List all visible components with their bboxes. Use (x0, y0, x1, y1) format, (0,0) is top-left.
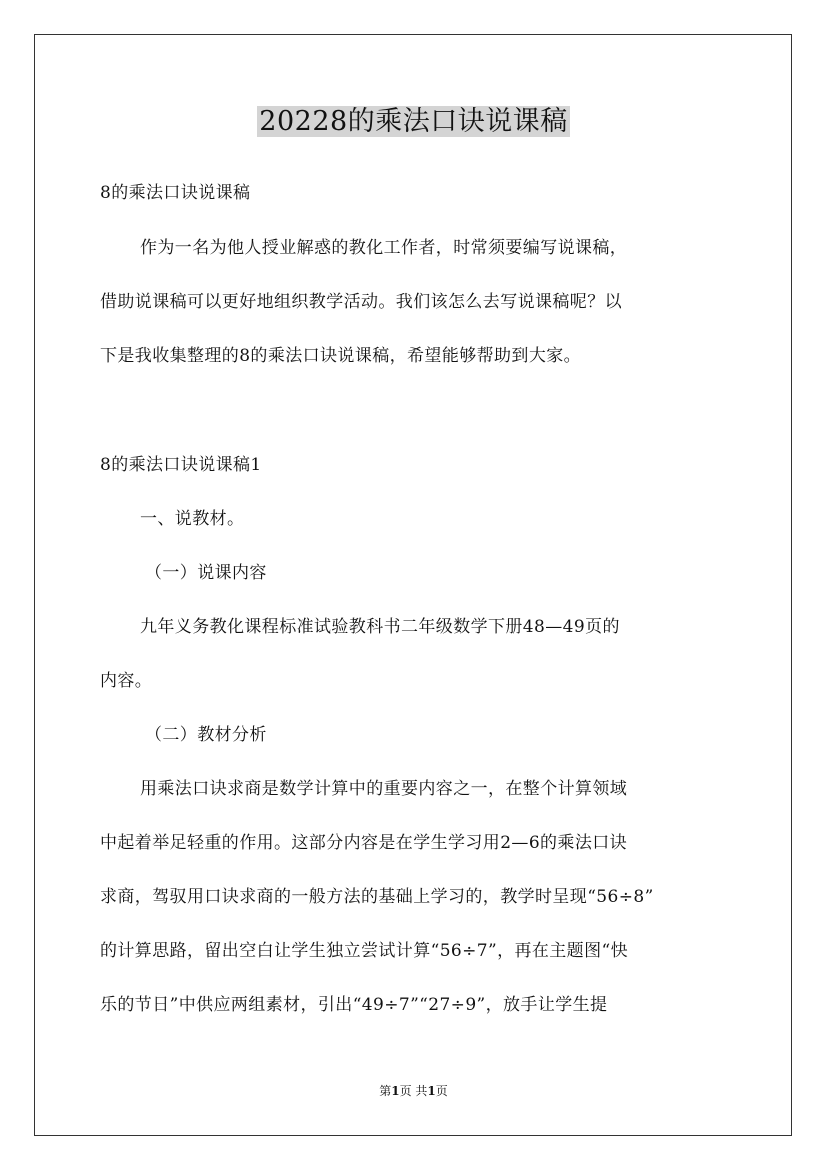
paragraph-line: 借助说课稿可以更好地组织教学活动。我们该怎么去写说课稿呢？以 (100, 292, 622, 312)
paragraph-line: 中起着举足轻重的作用。这部分内容是在学生学习用2—6的乘法口诀 (100, 833, 628, 853)
footer-suffix: 页 (435, 1084, 448, 1098)
footer-page-total: 1 (427, 1084, 436, 1098)
footer-page-number: 1 (391, 1084, 400, 1098)
document-title (0, 102, 827, 142)
paragraph-line: 内容。 (100, 671, 153, 691)
footer-middle: 页 共 (399, 1084, 428, 1098)
paragraph-line: （二）教材分析 (145, 725, 267, 745)
paragraph-line: 求商，驾驭用口诀求商的一般方法的基础上学习的，教学时呈现“56÷8” (100, 887, 654, 907)
paragraph-line: 的计算思路，留出空白让学生独立尝试计算“56÷7”，再在主题图“快 (100, 941, 628, 961)
paragraph-line: 九年义务教化课程标准试验教科书二年级数学下册48—49页的 (140, 617, 620, 637)
paragraph-line: 乐的节日”中供应两组素材，引出“49÷7”“27÷9”，放手让学生提 (100, 995, 608, 1015)
paragraph-line: （一）说课内容 (145, 563, 267, 583)
paragraph-line: 下是我收集整理的8的乘法口诀说课稿，希望能够帮助到大家。 (100, 346, 582, 366)
paragraph-line: 一、说教材。 (140, 509, 245, 529)
title-text: 20228的乘法口诀说课稿 (259, 106, 568, 137)
footer-prefix: 第 (379, 1084, 392, 1098)
paragraph-line: 用乘法口诀求商是数学计算中的重要内容之一，在整个计算领域 (140, 779, 628, 799)
section-heading: 8的乘法口诀说课稿1 (100, 455, 262, 475)
page-footer (0, 1083, 827, 1099)
section-heading: 8的乘法口诀说课稿 (100, 183, 251, 203)
paragraph-line: 作为一名为他人授业解惑的教化工作者，时常须要编写说课稿， (140, 238, 628, 258)
